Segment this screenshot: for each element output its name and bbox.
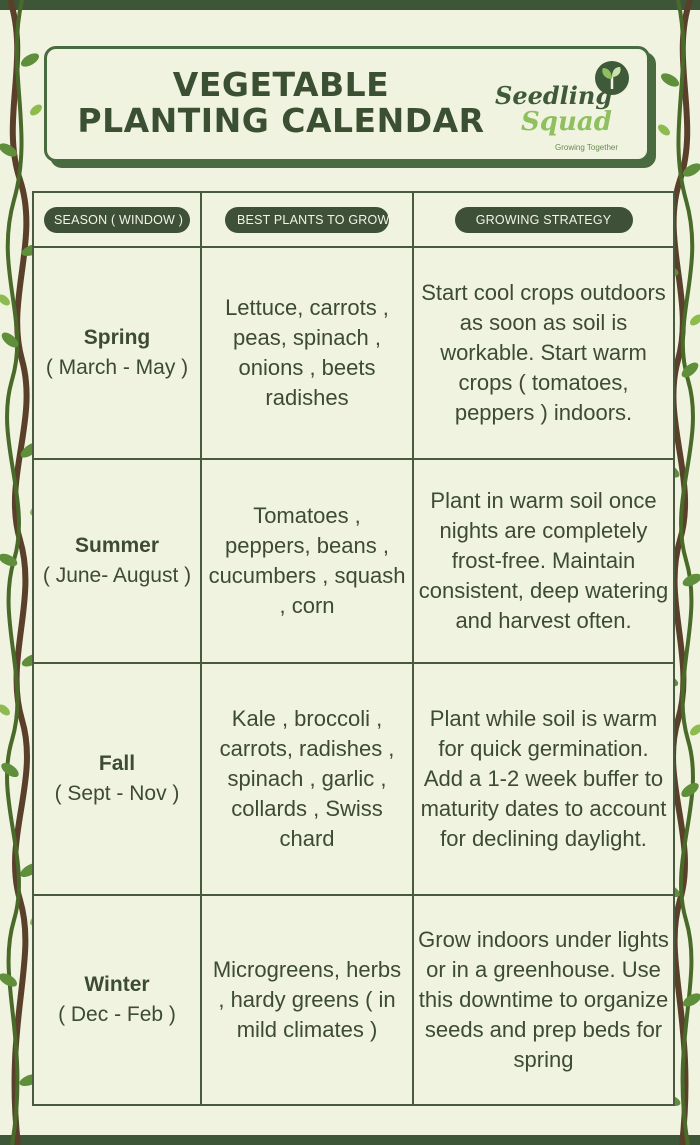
title-line-1: VEGETABLE — [172, 65, 390, 104]
strategy-text: Grow indoors under lights or in a greenhouse. Use this downtime to organize seeds and prep beds for spring — [418, 927, 669, 1072]
title-line-2: PLANTING CALENDAR — [77, 101, 485, 140]
page-title — [71, 67, 491, 139]
brand-logo — [493, 59, 633, 151]
season-cell — [33, 459, 201, 663]
bottom-border — [0, 1135, 700, 1145]
season-cell — [33, 895, 201, 1105]
season-name: Fall — [98, 752, 136, 775]
strategy-cell — [413, 663, 674, 895]
season-name: Winter — [84, 973, 150, 996]
table-row-fall — [33, 663, 674, 895]
table-row-winter — [33, 895, 674, 1105]
column-header-plants — [201, 192, 413, 247]
table-row-summer — [33, 459, 674, 663]
table-header-row — [33, 192, 674, 247]
strategy-text: Plant in warm soil once nights are completely frost-free. Maintain consistent, deep watering and harvest often. — [418, 488, 669, 633]
column-header-season — [33, 192, 201, 247]
plants-cell — [201, 459, 413, 663]
plants-cell — [201, 663, 413, 895]
top-border — [0, 0, 700, 10]
season-window: ( March - May ) — [45, 356, 189, 379]
season-cell — [33, 663, 201, 895]
plants-text: Tomatoes , peppers, beans , cucumbers , squash , corn — [208, 503, 406, 618]
logo-text-seedling: Seedling — [495, 81, 613, 110]
season-cell — [33, 247, 201, 459]
strategy-cell — [413, 247, 674, 459]
strategy-text: Plant while soil is warm for quick germination. Add a 1-2 week buffer to maturity dates to account for declining daylight. — [420, 706, 667, 851]
season-name: Summer — [74, 534, 160, 557]
logo-text-squad: Squad — [521, 107, 612, 137]
strategy-column-pill: GROWING STRATEGY — [455, 207, 633, 233]
logo-tagline: Growing Together — [555, 143, 618, 152]
planting-calendar-table — [32, 191, 675, 1106]
season-name: Spring — [83, 326, 151, 349]
plants-text: Microgreens, herbs , hardy greens ( in mild climates ) — [212, 957, 402, 1042]
strategy-text: Start cool crops outdoors as soon as soil is workable. Start warm crops ( tomatoes, peppers ) indoors. — [421, 280, 666, 425]
header-banner — [44, 46, 650, 162]
plants-text: Kale , broccoli , carrots, radishes , spinach , garlic , collards , Swiss chard — [219, 706, 395, 851]
season-window: ( June- August ) — [42, 564, 192, 587]
plants-column-pill: BEST PLANTS TO GROW — [225, 207, 389, 233]
table-row-spring — [33, 247, 674, 459]
column-header-strategy — [413, 192, 674, 247]
strategy-cell — [413, 895, 674, 1105]
season-column-pill: SEASON ( WINDOW ) — [44, 207, 190, 233]
season-window: ( Dec - Feb ) — [58, 1003, 176, 1026]
strategy-cell — [413, 459, 674, 663]
plants-text: Lettuce, carrots , peas, spinach , onions , beets radishes — [225, 295, 389, 410]
plants-cell — [201, 895, 413, 1105]
season-window: ( Sept - Nov ) — [54, 782, 180, 805]
plants-cell — [201, 247, 413, 459]
